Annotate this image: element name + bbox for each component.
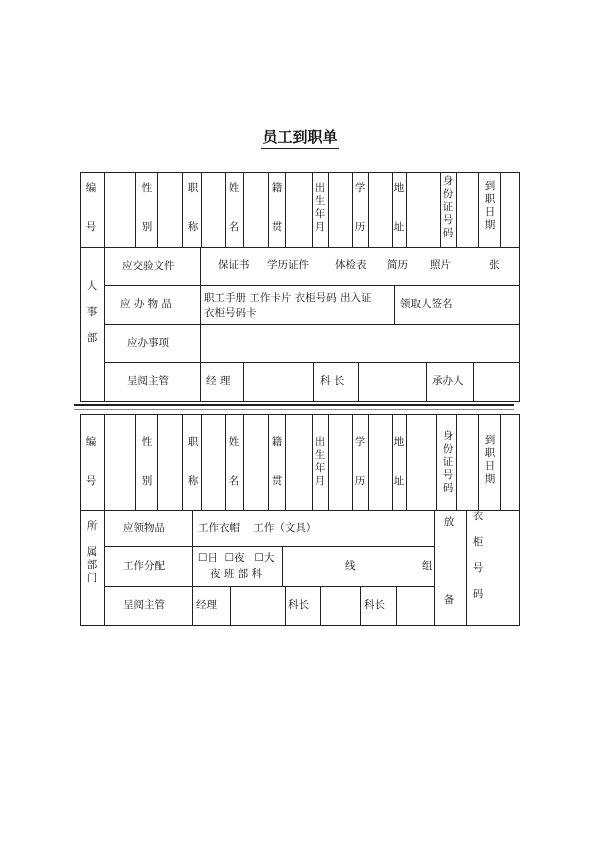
grid-line xyxy=(225,172,226,247)
grid-line xyxy=(268,414,269,510)
grid-line xyxy=(396,586,397,626)
items-label: 应 办 物 品 xyxy=(120,298,173,310)
grid-line xyxy=(434,510,435,626)
header-native-place: 籍 贯 xyxy=(271,182,283,233)
grid-line xyxy=(406,172,407,247)
header-gender: 性 别 xyxy=(141,182,153,233)
header-gender: 性 别 xyxy=(141,436,153,487)
shift-sub-labels: 夜 班 部 科 xyxy=(210,568,263,580)
header-name: 姓 名 xyxy=(228,436,240,487)
grid-line xyxy=(360,586,361,626)
items-line2: 衣柜号码卡 xyxy=(204,307,257,319)
dept-label: 所 属 部 门 xyxy=(86,520,98,584)
grid-line xyxy=(104,546,434,547)
doc-certificate: 学历证件 xyxy=(267,259,309,271)
supplies-label: 应领物品 xyxy=(123,522,165,534)
header-id-card: 身 份 证 号 码 xyxy=(442,430,454,494)
arrival-form-dept xyxy=(80,414,520,626)
grid-line xyxy=(104,285,520,286)
arrival-form-hr xyxy=(80,172,520,402)
header-id: 编 号 xyxy=(85,436,97,487)
doc-guarantee: 保证书 xyxy=(218,259,250,271)
header-title: 职 称 xyxy=(187,182,199,233)
grid-line xyxy=(182,414,183,510)
day-shift-label: 日 xyxy=(207,552,218,564)
grid-line xyxy=(285,586,286,626)
grid-line xyxy=(192,510,193,626)
overnight-shift-label: 大 xyxy=(263,552,275,564)
grid-line xyxy=(80,510,520,511)
header-native-place: 籍 贯 xyxy=(271,436,283,487)
doc-medical: 体检表 xyxy=(335,259,367,271)
doc-resume: 简历 xyxy=(387,259,408,271)
page-title-text: 员工到职单 xyxy=(261,126,338,149)
doc-photo: 照片 xyxy=(430,259,451,271)
grid-line xyxy=(104,586,434,587)
grid-line xyxy=(243,172,244,247)
grid-line xyxy=(358,362,359,402)
grid-line xyxy=(478,172,479,247)
grid-line xyxy=(456,172,457,247)
grid-line xyxy=(478,414,479,510)
grid-line xyxy=(282,546,283,586)
grid-line xyxy=(268,172,269,247)
header-arrival-date: 到 职 日 期 xyxy=(484,180,496,231)
header-arrival-date: 到 职 日 期 xyxy=(484,434,496,485)
grid-line xyxy=(456,414,457,510)
header-name: 姓 名 xyxy=(228,182,240,233)
grid-line xyxy=(135,172,136,247)
docs-label: 应交验文件 xyxy=(122,260,175,272)
grid-line xyxy=(201,172,202,247)
grid-line xyxy=(104,324,520,325)
place-label: 放 备 xyxy=(443,516,455,606)
grid-line xyxy=(80,247,520,248)
header-birth-date: 出 生 年 月 xyxy=(314,182,326,233)
header-education: 学 历 xyxy=(354,182,366,233)
grid-line xyxy=(426,362,427,402)
grid-line xyxy=(104,414,105,510)
reviewer-label: 呈阅主管 xyxy=(127,375,169,387)
section-chief-label-2: 科长 xyxy=(364,599,385,611)
grid-line xyxy=(182,172,183,247)
header-address: 地 址 xyxy=(393,436,405,487)
night-shift-label: 夜 xyxy=(234,552,245,564)
section-chief-label: 科 长 xyxy=(320,375,345,387)
page-title xyxy=(0,126,600,149)
manager-label: 经 理 xyxy=(206,375,231,387)
group-label: 组 xyxy=(422,560,433,572)
grid-line xyxy=(157,172,158,247)
items-line1: 职工手册 工作卡片 衣柜号码 出入证 xyxy=(204,292,372,304)
grid-line xyxy=(313,362,314,402)
grid-line xyxy=(104,362,520,363)
grid-line xyxy=(230,586,231,626)
grid-line xyxy=(201,414,202,510)
manager-label: 经理 xyxy=(196,599,217,611)
locker-number-label: 衣 柜 号 码 xyxy=(472,510,484,600)
grid-line xyxy=(135,414,136,510)
grid-line xyxy=(500,172,501,247)
separator-line-thin xyxy=(74,409,514,410)
header-address: 地 址 xyxy=(393,182,405,233)
separator-line xyxy=(74,404,514,406)
reviewer-label: 呈阅主管 xyxy=(123,599,165,611)
night-shift-checkbox[interactable]: ☐ xyxy=(224,552,235,564)
grid-line xyxy=(320,586,321,626)
grid-line xyxy=(368,414,369,510)
overnight-shift-checkbox[interactable]: ☐ xyxy=(254,552,264,564)
grid-line xyxy=(104,172,105,247)
section-chief-label: 科长 xyxy=(288,599,309,611)
grid-line xyxy=(328,172,329,247)
grid-line xyxy=(243,362,244,402)
line-label: 线 xyxy=(345,560,356,572)
grid-line xyxy=(225,414,226,510)
receiver-signature-label: 领取人签名 xyxy=(400,298,453,310)
grid-line xyxy=(157,414,158,510)
grid-line xyxy=(436,414,437,510)
dept-label: 人 事 部 xyxy=(86,280,98,344)
grid-line xyxy=(368,172,369,247)
grid-line xyxy=(394,285,395,324)
grid-line xyxy=(473,362,474,402)
grid-line xyxy=(285,172,286,247)
tasks-label: 应办事项 xyxy=(127,337,169,349)
header-birth-date: 出 生 年 月 xyxy=(314,436,326,487)
grid-line xyxy=(104,510,105,626)
supplies-items: 工作衣帽 工作（文具） xyxy=(198,522,317,534)
grid-line xyxy=(406,414,407,510)
grid-line xyxy=(466,510,467,626)
header-title: 职 称 xyxy=(187,436,199,487)
handler-label: 承办人 xyxy=(432,375,464,387)
grid-line xyxy=(243,414,244,510)
grid-line xyxy=(328,414,329,510)
shift-options xyxy=(198,552,274,565)
doc-photo-unit: 张 xyxy=(489,259,500,271)
header-id-card: 身 份 证 号 码 xyxy=(442,175,454,239)
assignment-label: 工作分配 xyxy=(123,560,165,572)
grid-line xyxy=(285,414,286,510)
header-id: 编 号 xyxy=(85,182,97,233)
header-education: 学 历 xyxy=(354,436,366,487)
day-shift-checkbox[interactable]: ☐ xyxy=(198,552,208,564)
grid-line xyxy=(500,414,501,510)
